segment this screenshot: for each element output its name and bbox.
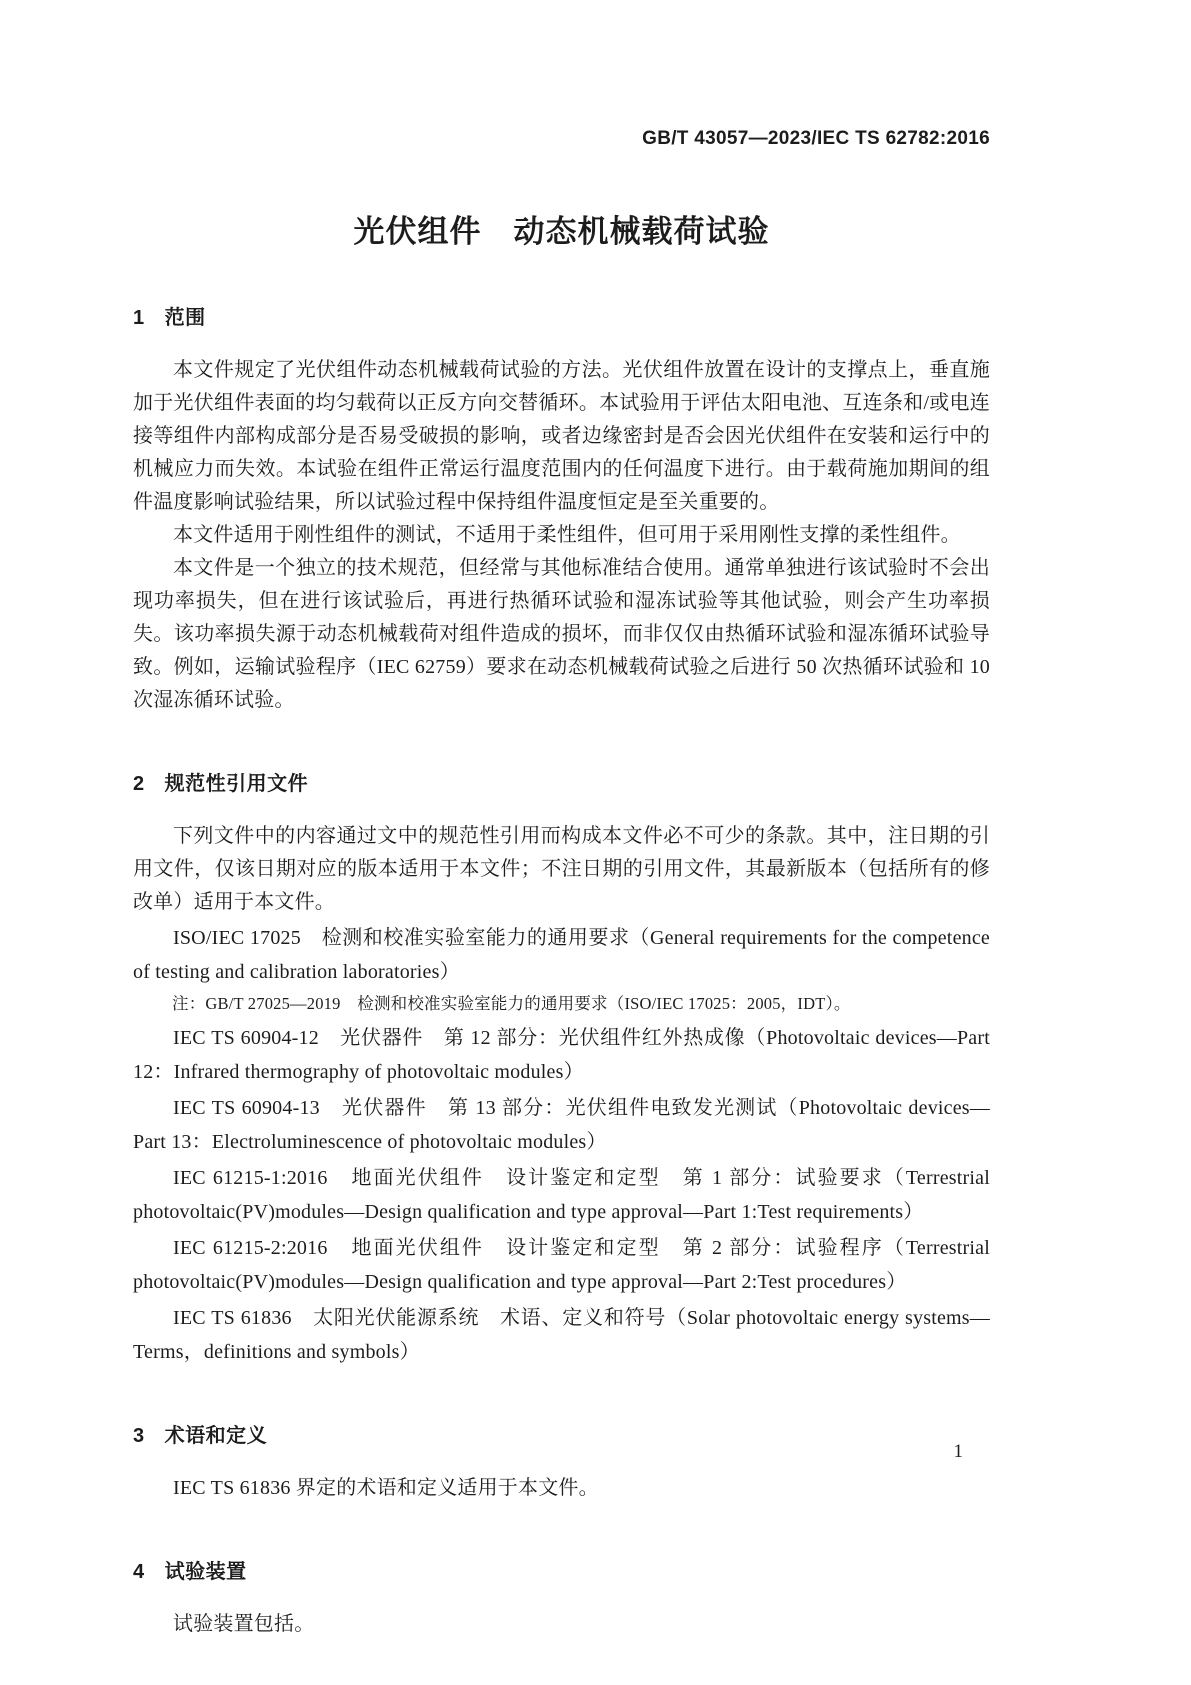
section-1-number: 1 [133,307,145,329]
reference-entry: IEC TS 60904-12 光伏器件 第 12 部分：光伏组件红外热成像（Photovoltaic devices—Part 12：Infrared thermography of photovoltaic modules） [133,1027,990,1083]
section-2-number: 2 [133,773,145,795]
page-number: 1 [953,1441,963,1462]
section-2-intro: 下列文件中的内容通过文中的规范性引用而构成本文件必不可少的条款。其中，注日期的引用文件，仅该日期对应的版本适用于本文件；不注日期的引用文件，其最新版本（包括所有的修改单）适用于本文件。 [133,825,990,913]
reference-entry: IEC 61215-2:2016 地面光伏组件 设计鉴定和定型 第 2 部分：试验程序（Terrestrial photovoltaic(PV)modules—Design qualification and type approval—Part 2:Test procedures） [133,1237,990,1293]
document-number: GB/T 43057—2023/IEC TS 62782:2016 [642,128,990,149]
reference-entry: IEC 61215-1:2016 地面光伏组件 设计鉴定和定型 第 1 部分：试验要求（Terrestrial photovoltaic(PV)modules—Design qualification and type approval—Part 1:Test requirements） [133,1167,990,1223]
reference-entry: ISO/IEC 17025 检测和校准实验室能力的通用要求（General requirements for the competence of testing and calibration laboratories） [133,927,990,983]
section-2-heading [133,767,990,796]
document-title: 光伏组件 动态机械载荷试验 [353,214,770,249]
reference-note: 注：GB/T 27025—2019 检测和校准实验室能力的通用要求（ISO/IEC 17025：2005，IDT）。 [172,994,851,1013]
section-1-paragraph: 本文件规定了光伏组件动态机械载荷试验的方法。光伏组件放置在设计的支撑点上，垂直施加于光伏组件表面的均匀载荷以正反方向交替循环。本试验用于评估太阳电池、互连条和/或电连接等组件内部构成部分是否易受破损的影响，或者边缘密封是否会因光伏组件在安装和运行中的机械应力而失效。本试验在组件正常运行温度范围内的任何温度下进行。由于载荷施加期间的组件温度影响试验结果，所以试验过程中保持组件温度恒定是至关重要的。 [133,359,990,513]
section-1-title: 范围 [164,307,206,329]
section-1-heading [133,301,990,330]
section-3-heading [133,1419,990,1448]
section-3-title: 术语和定义 [164,1425,268,1447]
reference-entry: IEC TS 60904-13 光伏器件 第 13 部分：光伏组件电致发光测试（Photovoltaic devices—Part 13：Electroluminescence of photovoltaic modules） [133,1097,990,1153]
section-4-number: 4 [133,1561,145,1583]
section-3-paragraph: IEC TS 61836 界定的术语和定义适用于本文件。 [173,1477,599,1499]
section-4-paragraph: 试验装置包括。 [173,1613,315,1635]
reference-entry: IEC TS 61836 太阳光伏能源系统 术语、定义和符号（Solar photovoltaic energy systems—Terms，definitions and symbols） [133,1307,990,1363]
section-3-number: 3 [133,1425,145,1447]
section-4-title: 试验装置 [164,1561,247,1583]
section-1-paragraph: 本文件适用于刚性组件的测试，不适用于柔性组件，但可用于采用刚性支撑的柔性组件。 [173,524,961,546]
section-4-heading [133,1555,990,1584]
section-2-title: 规范性引用文件 [164,773,309,795]
section-1-paragraph: 本文件是一个独立的技术规范，但经常与其他标准结合使用。通常单独进行该试验时不会出现功率损失，但在进行该试验后，再进行热循环试验和湿冻试验等其他试验，则会产生功率损失。该功率损失源于动态机械载荷对组件造成的损坏，而非仅仅由热循环试验和湿冻循环试验导致。例如，运输试验程序（IEC 62759）要求在动态机械载荷试验之后进行 50 次热循环试验和 10 次湿冻循环试验。 [133,557,990,711]
